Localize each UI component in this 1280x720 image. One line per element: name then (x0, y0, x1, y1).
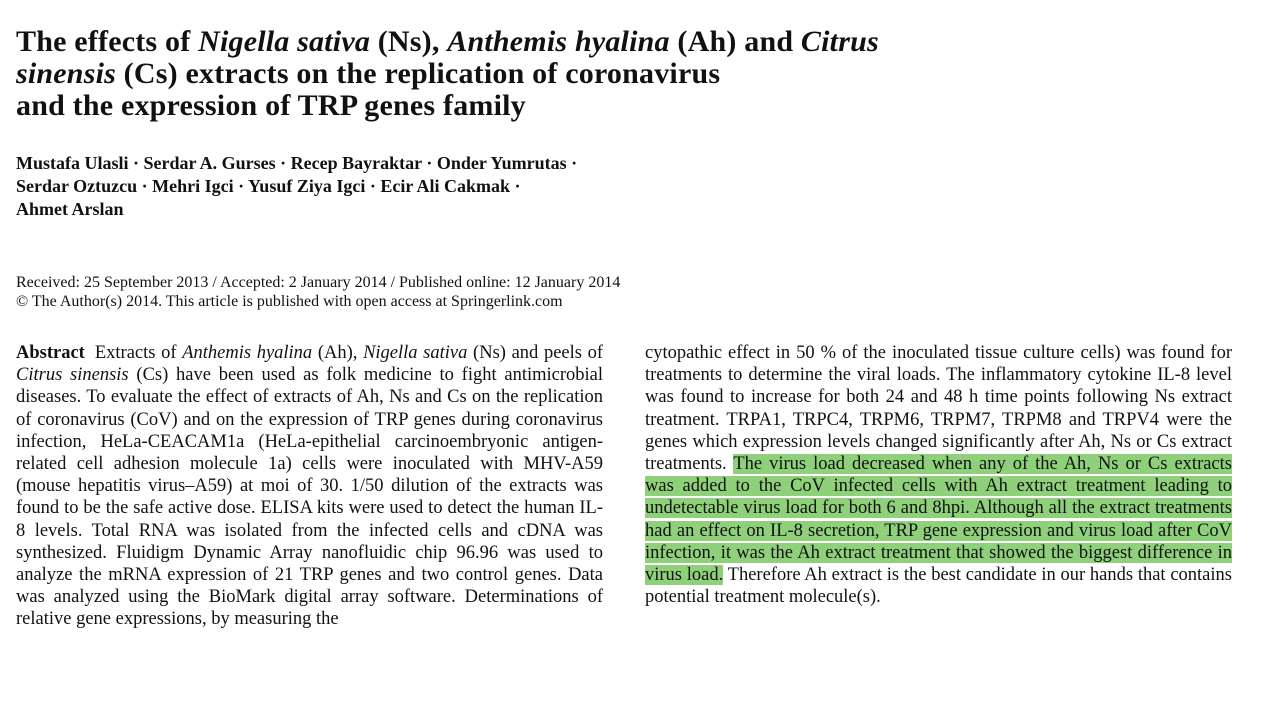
abstract-text: cytopathic effect in 50 % of the inoculated tissue culture cells) was found for treatments to determine the viral loads. The inflammatory cytokine IL-8 level was found to increase for both 24 and 48 h time points following Ns extract treatment. TRPA1, TRPC4, TRPM6, TRPM7, TRPM8 and TRPV4 were the genes which expression levels changed significantly after Ah, Ns or Cs extract treatments. (645, 343, 1232, 475)
abstract-text: Extracts of (94, 343, 183, 363)
author-line: Mustafa Ulasli · Serdar A. Gurses · Recep Bayraktar · Onder Yumrutas · (16, 153, 578, 173)
title-ns-name: Nigella sativa (198, 25, 371, 58)
author-line: Serdar Oztuzcu · Mehri Igci · Yusuf Ziya Igci · Ecir Ali Cakmak · (16, 176, 521, 196)
title-ah-name: Anthemis hyalina (447, 25, 670, 58)
publication-dates (16, 273, 1016, 311)
abstract-label: Abstract (16, 343, 85, 363)
abstract-text: (Ah), (312, 343, 364, 363)
abstract-ah-name: Anthemis hyalina (182, 343, 313, 363)
title-cs-name-1: Citrus (800, 25, 879, 58)
copyright-line: © The Author(s) 2014. This article is published with open access at Springerlink.com (16, 293, 563, 310)
title-part2: (Ns), (370, 25, 448, 58)
title-line3: and the expression of TRP genes family (16, 89, 526, 122)
abstract-right-column (645, 342, 1232, 608)
paper-title (16, 26, 1216, 122)
abstract-left-column (16, 342, 603, 712)
abstract-text: (Cs) have been used as folk medicine to fight antimicrobial diseases. To evaluate the effect of extracts of Ah, Ns and Cs on the replication of coronavirus (CoV) and on the expression of TRP genes during coronavirus infection, HeLa-CEACAM1a (HeLa-epithelial carcinoembryonic antigen-related cell adhesion molecule 1a) cells were inoculated with MHV-A59 (mouse hepatitis virus–A59) at moi of 30. 1/50 dilution of the extracts was found to be the safe active dose. ELISA kits were used to detect the human IL-8 levels. Total RNA was isolated from the infected cells and cDNA was synthesized. Fluidigm Dynamic Array nanofluidic chip 96.96 was used to analyze the mRNA expression of 21 TRP genes and two control genes. Data was analyzed using the BioMark digital array software. Determinations of relative gene expressions, by measuring the (16, 365, 603, 630)
title-part1: The effects of (16, 25, 199, 58)
title-part4: (Cs) extracts on the replication of coronavirus (115, 57, 721, 90)
author-line: Ahmet Arslan (16, 199, 124, 219)
abstract-ns-name: Nigella sativa (363, 343, 468, 363)
dates-line: Received: 25 September 2013 / Accepted: 2 January 2014 / Published online: 12 January 2014 (16, 274, 621, 291)
abstract-text: (Ns) and peels of (467, 343, 603, 363)
title-cs-name-2: sinensis (16, 57, 116, 90)
author-list (16, 152, 1016, 221)
abstract-text: Therefore Ah extract is the best candidate in our hands that contains potential treatment molecule(s). (645, 565, 1232, 608)
highlighted-text: The virus load decreased when any of the Ah, Ns or Cs extracts was added to the CoV infected cells with Ah extract treatment leading to undetectable virus load for both 6 and 8hpi. Although all the extract treatments had an effect on IL-8 secretion, TRP gene expression and virus load after CoV infection, it was the Ah extract treatment that showed the biggest difference in virus load. (645, 454, 1232, 586)
title-part3: (Ah) and (669, 25, 801, 58)
abstract-cs-name: Citrus sinensis (16, 365, 129, 386)
